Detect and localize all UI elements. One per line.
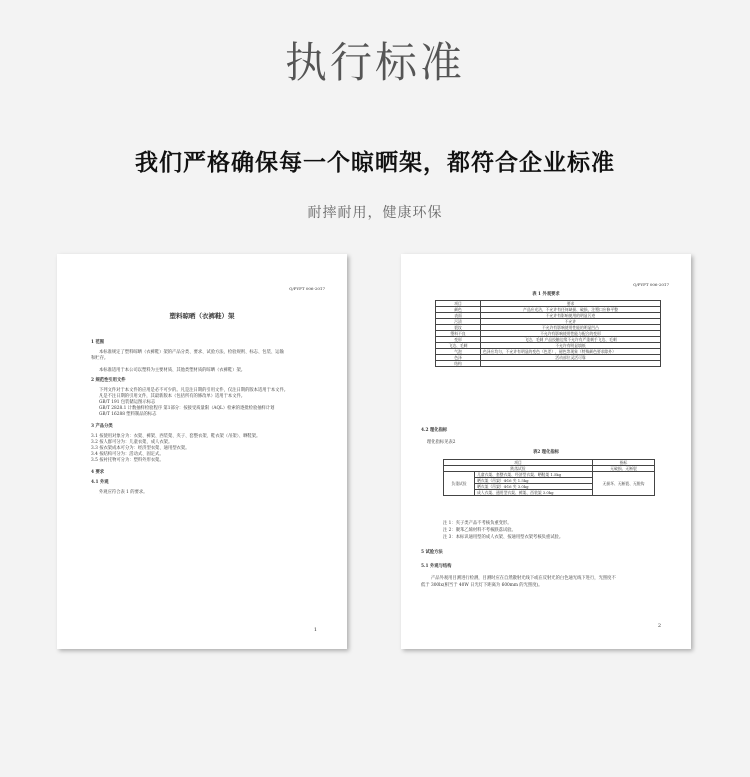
table-note: 注 2：聚苯乙烯材料不考核跌落试验。 [443, 528, 516, 533]
section-heading: 5 试验方法 [421, 550, 443, 555]
table-row [436, 361, 661, 367]
table-cell: 飞边、毛刺 产品投触边缘不允许有严重刺手飞边、毛刺 [481, 337, 661, 343]
paragraph-line: 3.1 按使用对象分为：衣架、裤架、西装架、夹子、套整衣架、鞋衣架（吊架）、晒鞋架。 [91, 434, 261, 439]
table-cell: 不允许有影响使用性能的明显凹凸 [481, 325, 661, 331]
table-cell: 表面 [436, 313, 481, 319]
table-cell: 跌落试验 [444, 466, 593, 472]
table-cell: 飞边、毛刺 [436, 343, 481, 349]
table-cell: 颜色 [436, 307, 481, 313]
table-cell: 晒衣架（吊架）Φ16 夹 1.5kg [475, 478, 593, 484]
table-cell: 无破损、无断裂 [593, 466, 655, 472]
table-cell: 不允许 [481, 319, 661, 325]
table-cell [481, 361, 661, 367]
section-heading: 3 产品分类 [91, 424, 113, 429]
table-cell: 气泡 [436, 349, 481, 355]
table-cell: 裂纹 [436, 325, 481, 331]
document-page-1 [57, 254, 347, 649]
document-page-2 [401, 254, 691, 649]
section-heading: 5.1 外观与结构 [421, 564, 452, 569]
paragraph-line: GB/T 191 包装储运图示标志 [99, 400, 156, 405]
section-heading: 4 要求 [91, 470, 105, 475]
table-header-cell: 项目 [436, 301, 481, 307]
table-physical-indicators [443, 459, 655, 496]
subtitle: 耐摔耐用，健康环保 [307, 205, 443, 221]
paragraph-line: 本标准适用于本公司以塑料为主要材质、其他类塑材质的晾晒（衣裤鞋）架。 [99, 368, 246, 373]
table-cell: 色泽应均匀，不允许有明显的变色（色差），褪色等现象（特殊颜色要求除外） [481, 349, 661, 355]
table-cell: 负重试验 [444, 472, 475, 496]
paragraph-line: 外观应符合表 1 的要求。 [99, 490, 148, 495]
paragraph-line: GB/T 2828.1 计数抽样检验程序 第1部分：按接受质量限（AQL）检索的逐批检验抽样计划 [99, 406, 275, 411]
paragraph-line: 本标准规定了塑料晾晒（衣裤鞋）架的产品分类、要求、试验方法、检验规则、标志、包装、运输 [99, 350, 284, 355]
paragraph-line: 3.2 按人群可分为：儿童衣架、成人衣架。 [91, 440, 173, 445]
table-cell: 无损坏、无断裂、无脱钩 [593, 472, 655, 496]
table-cell: 结构 [436, 361, 481, 367]
paragraph: 低于 300lx(相当于 40W 日光灯下距离为 600mm 的光照度)。 [421, 583, 543, 588]
table-cell: 活动部位灵活可靠 [481, 355, 661, 361]
table-header-cell: 指标 [593, 460, 655, 466]
paragraph-line: GB/T 16288 塑料制品的标志 [99, 412, 157, 417]
table-cell: 不允许有影响使用的明显污迹 [481, 313, 661, 319]
paragraph-line: 凡是不注日期的引用文件，其最新版本（包括所有的修改单）适用于本文件。 [99, 394, 246, 399]
table-appearance-requirements [435, 300, 661, 367]
table-1-caption: 表 1 外观要求 [532, 292, 560, 297]
table-cell: 变形 [436, 337, 481, 343]
paragraph-line: 和贮存。 [91, 356, 109, 361]
paragraph: 理化指标见表2 [427, 440, 456, 445]
standard-code: Q/PYFT 006-2017 [633, 282, 669, 287]
table-header-cell: 要求 [481, 301, 661, 307]
table-note: 注 1：夹子类产品不考核负重变形。 [443, 521, 512, 526]
paragraph-line: 3.4 按结构可分为：活动式、固定式。 [91, 452, 164, 457]
section-heading: 4.2 理化指标 [421, 428, 448, 433]
table-cell: 塑料不良 [436, 331, 481, 337]
section-heading: 4.1 外观 [91, 480, 109, 485]
paragraph: 产品外观用目测进行检测，目测时应在自然散射光线下或在反射光的白色通光线下进行，光照度不 [431, 576, 616, 581]
headline: 我们严格确保每一个晾晒架，都符合企业标准 [135, 150, 615, 176]
table-cell: 晒衣架（吊架）Φ16 夹 3.0kg [475, 484, 593, 490]
document-title: 塑料晾晒（衣裤鞋）架 [169, 312, 235, 320]
table-cell: 儿童衣架、套整衣架、经济型衣架、晒鞋架 1.5kg [475, 472, 593, 478]
section-heading: 1 范围 [91, 340, 105, 345]
page-title: 执行标准 [284, 38, 465, 87]
paragraph-line: 3.5 按衬托物可分为：塑料外形衣架。 [91, 458, 164, 463]
table-cell: 产品应光洁，不允许有任何缺损、破损，注塑口应修平整 [481, 307, 661, 313]
paragraph-line: 下列文件对于本文件的应用是必不可少的。凡是注日期的引用文件，仅注日期的版本适用于本文件。 [99, 388, 289, 393]
table-cell: 成人衣架、通用型衣架、裤架、西装架 3.0kg [475, 490, 593, 496]
table-cell: 不允许有影响使用性能与配合的变形 [481, 331, 661, 337]
table-header-cell: 项目 [444, 460, 593, 466]
standard-code: Q/PYFT 006-2017 [289, 286, 325, 291]
section-heading: 2 规范性引用文件 [91, 378, 126, 383]
table-cell: 色泽 [436, 355, 481, 361]
table-cell: 不允许有明显填纸 [481, 343, 661, 349]
table-cell: 污渍 [436, 319, 481, 325]
table-2-caption: 表2 理化指标 [533, 450, 559, 455]
page-number: 2 [657, 623, 661, 629]
page-number: 1 [313, 627, 317, 633]
table-note: 注 3：本标识通用型的成人衣架、按通用型衣架考核负重试验。 [443, 535, 564, 540]
paragraph-line: 3.3 按衣架成本可分为：经济型衣架、通用型衣架。 [91, 446, 190, 451]
